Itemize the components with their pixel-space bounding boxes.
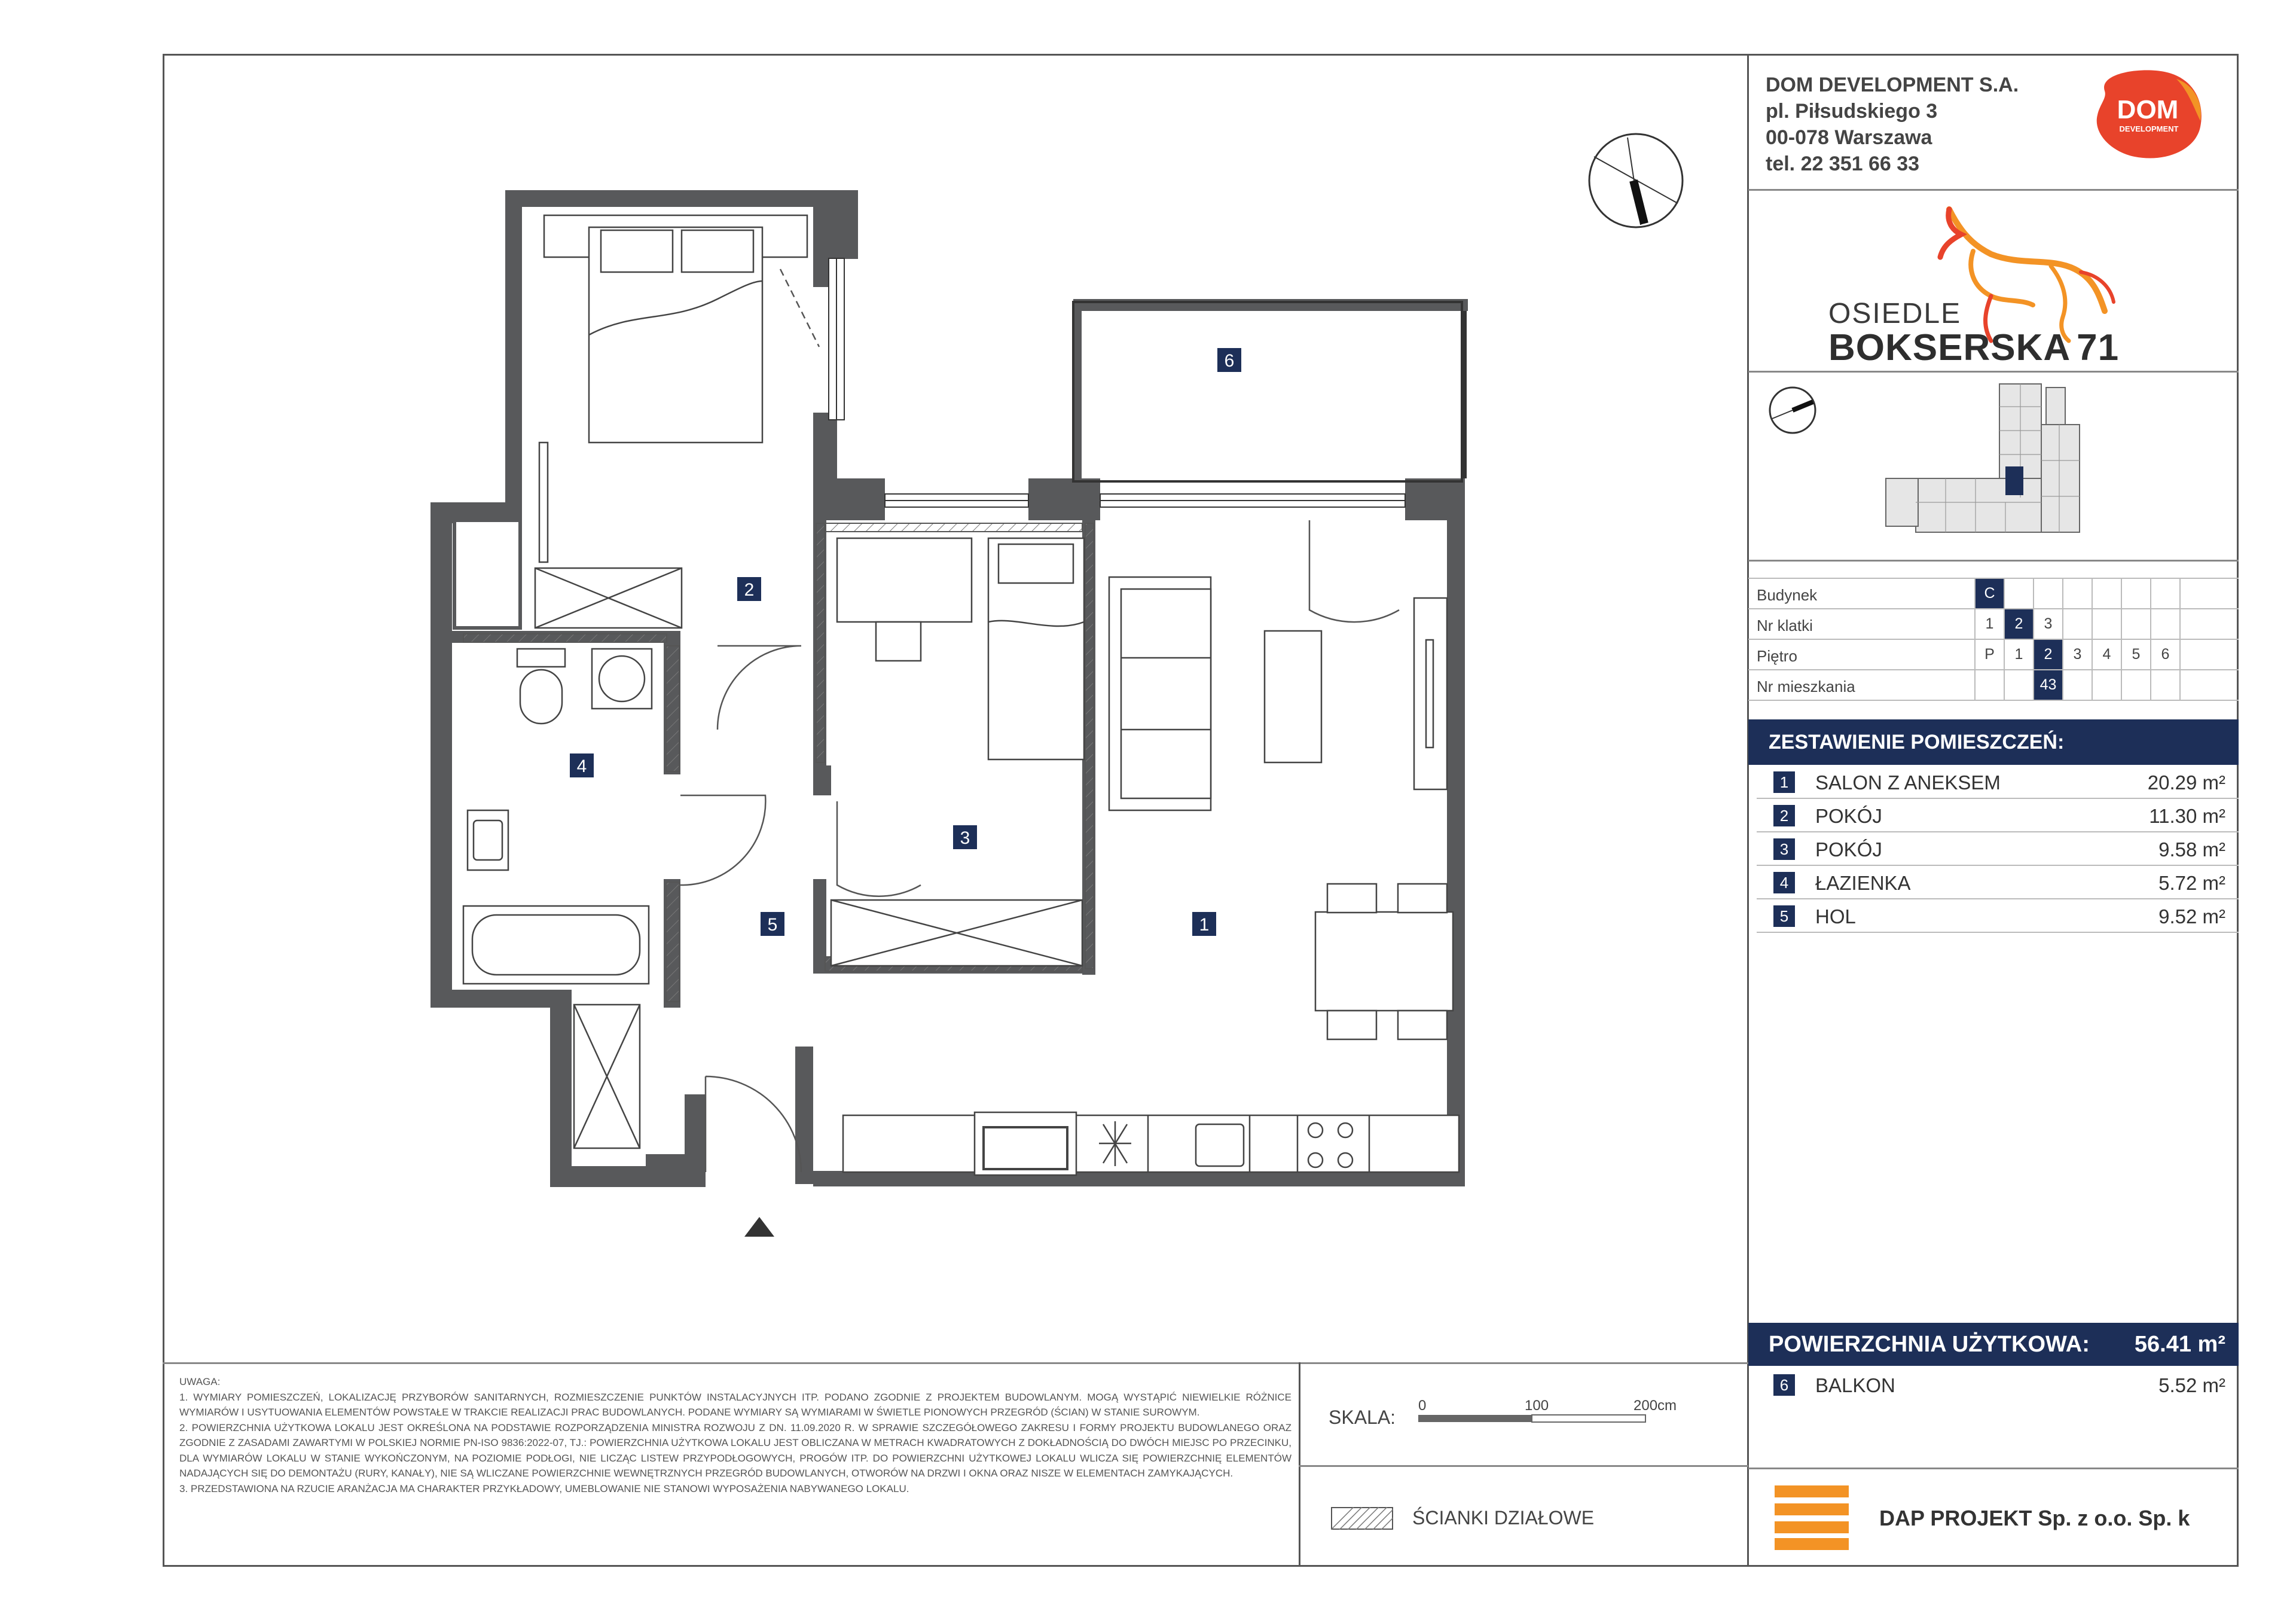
room-name: ŁAZIENKA [1815, 872, 1911, 894]
usable-area-bar [1748, 1323, 2239, 1366]
apartment-cells [1974, 670, 2209, 700]
room-area: 11.30 m² [2149, 805, 2225, 827]
plan-label-6: 6 [1224, 351, 1235, 371]
info-row-floor [1748, 640, 2239, 669]
room-row [1748, 832, 2239, 866]
partition-label: ŚCIANKI DZIAŁOWE [1412, 1507, 1595, 1529]
stairwell-cell [2092, 609, 2121, 639]
rule-scale-partition [1299, 1465, 1748, 1467]
stairwell-cell: 3 [2033, 609, 2062, 639]
room-number: 4 [1773, 872, 1795, 893]
note-1: 1. WYMIARY POMIESZCZEŃ, LOKALIZACJĘ PRZYBORÓW SANITARNYCH, ROZMIESZCZENIE PUNKTÓW INSTALACYJNYCH ITP. PODANO ZGODNIE Z PROJEKTEM BUDOWLANYM. MOGĄ WYSTĄPIĆ NIEWIELKIE RÓŻNICE WYMIARÓW I USYTUOWANIA ELEMENTÓW POWSTAŁE W TRAKCIE REALIZACJI PRAC BUDOWLANYCH. PODANE WYMIARY SĄ WYMIARAMI W ŚWIETLE PIONOWYCH PRZEGRÓD (ŚCIAN) W STANIE SUROWYM. [179, 1391, 1292, 1418]
notes-block [179, 1374, 1292, 1496]
company-street: pl. Piłsudskiego 3 [1766, 100, 1938, 123]
usable-area-label: POWIERZCHNIA UŻYTKOWA: [1769, 1332, 2090, 1357]
rule-company [1748, 189, 2239, 191]
info-row-building [1748, 579, 2239, 608]
floor-label: Piętro [1757, 647, 1797, 665]
company-phone: tel. 22 351 66 33 [1766, 152, 1920, 175]
rooms-header: ZESTAWIENIE POMIESZCZEŃ: [1748, 719, 2239, 765]
entrance-arrow-icon [744, 1217, 774, 1237]
building-cell [2121, 579, 2150, 608]
rule-keyplan [1748, 560, 2239, 562]
scale-bar [1411, 1393, 1698, 1429]
room-rule [1757, 932, 2239, 933]
apartment-cell [2004, 670, 2033, 700]
apartment-highlight [2005, 466, 2023, 495]
estate-name-line1: OSIEDLE [1828, 298, 1962, 330]
apartment-cell [2150, 670, 2179, 700]
building-outline [1886, 384, 2080, 532]
floor-plan [419, 179, 1531, 1256]
info-grid-bottom [1748, 700, 2239, 701]
room-area: 5.72 m² [2158, 872, 2225, 894]
room3-furniture [831, 538, 1084, 966]
scale-label: SKALA: [1329, 1407, 1396, 1428]
stairwell-cell [2121, 609, 2150, 639]
stairwell-cell: 1 [1974, 609, 2004, 639]
divider-notes-scale [1299, 1362, 1300, 1567]
apartment-cell [2179, 670, 2209, 700]
apartment-cell [2121, 670, 2150, 700]
living-furniture [843, 577, 1459, 1175]
room-number: 1 [1773, 771, 1795, 793]
info-row-apartment [1748, 670, 2239, 700]
partition-hatch-icon [1331, 1507, 1393, 1530]
building-key-plan [1748, 371, 2239, 560]
stairwell-label: Nr klatki [1757, 617, 1813, 634]
floor-cell: P [1974, 640, 2004, 669]
plan-label-4: 4 [576, 756, 587, 776]
estate-name-line2 [1828, 327, 2119, 369]
room-number: 2 [1773, 805, 1795, 826]
floor-cells [1974, 640, 2209, 669]
building-cell [2092, 579, 2121, 608]
estate-name: BOKSERSKA [1828, 327, 2071, 368]
stairwell-cell [2179, 609, 2209, 639]
building-cell [2033, 579, 2062, 608]
stairwell-cell: 2 [2004, 609, 2033, 639]
building-cell [2150, 579, 2179, 608]
note-3: 3. PRZEDSTAWIONA NA RZUCIE ARANŻACJA MA CHARAKTER PRZYKŁADOWY, UMEBLOWANIE NIE STANOWI WYPOSAŻENIA NABYWANEGO LOKALU. [179, 1482, 909, 1494]
building-label: Budynek [1757, 586, 1818, 604]
room-area: 9.58 m² [2158, 838, 2225, 861]
north-arrow-icon [1582, 133, 1690, 240]
balcony-row [1748, 1368, 2239, 1402]
room-number: 3 [1773, 838, 1795, 860]
room-number: 5 [1773, 905, 1795, 927]
plan-label-5: 5 [767, 915, 778, 935]
scale-tick-100: 100 [1525, 1398, 1549, 1414]
rule-balcony [1748, 1468, 2239, 1469]
dom-logo-text: DOM [2117, 95, 2179, 124]
floor-cell: 5 [2121, 640, 2150, 669]
balcony-name: BALKON [1815, 1374, 1895, 1396]
room-row [1748, 899, 2239, 933]
apartment-label: Nr mieszkania [1757, 678, 1855, 695]
floor-cell [2179, 640, 2209, 669]
notes-title: UWAGA: [179, 1376, 221, 1387]
room-name: POKÓJ [1815, 805, 1882, 827]
estate-number: 71 [2077, 327, 2120, 368]
room-row [1748, 866, 2239, 899]
room-row [1748, 765, 2239, 799]
balcony-number: 6 [1773, 1374, 1795, 1396]
dom-logo-subtext: DEVELOPMENT [2119, 124, 2179, 133]
building-cell [2179, 579, 2209, 608]
room-name: POKÓJ [1815, 838, 1882, 861]
stairwell-cell [2150, 609, 2179, 639]
floor-cell: 3 [2062, 640, 2092, 669]
floor-cell: 1 [2004, 640, 2033, 669]
floor-cell: 2 [2033, 640, 2062, 669]
scale-tick-200: 200cm [1634, 1398, 1677, 1414]
plan-label-3: 3 [960, 828, 970, 848]
building-cell: C [1974, 579, 2004, 608]
floor-cell: 6 [2150, 640, 2179, 669]
building-cell [2062, 579, 2092, 608]
apartment-cell [2062, 670, 2092, 700]
plan-label-1: 1 [1199, 915, 1210, 935]
floor-cell: 4 [2092, 640, 2121, 669]
balcony [1073, 302, 1465, 481]
room-row [1748, 799, 2239, 832]
building-cell [2004, 579, 2033, 608]
apartment-cell [1974, 670, 2004, 700]
room-area: 20.29 m² [2147, 771, 2225, 794]
north-arrow-small [1770, 388, 1815, 433]
stairwell-cell [2062, 609, 2092, 639]
room-name: SALON Z ANEKSEM [1815, 771, 2001, 794]
balcony-area: 5.52 m² [2158, 1374, 2225, 1396]
stairwell-cells [1974, 609, 2209, 639]
room-name: HOL [1815, 905, 1856, 928]
rule-notes-top [163, 1362, 1748, 1364]
company-city: 00-078 Warszawa [1766, 126, 1932, 149]
note-2: 2. POWIERZCHNIA UŻYTKOWA LOKALU JEST OKREŚLONA NA PODSTAWIE ROZPORZĄDZENIA MINISTRA ROZWOJU Z DN. 11.09.2020 R. W SPRAWIE SZCZEGÓŁOWEGO ZAKRESU I FORMY PROJEKTU BUDOWLANEGO ORAZ ZGODNIE Z ZASADAMI ZAWARTYMI W POLSKIEJ NORMIE PN-ISO 9836:2022-07, TJ.: POWIERZCHNIA UŻYTKOWA LOKALU JEST OBLICZANA W METRACH KWADRATOWYCH Z DOKŁADNOŚCIĄ DO DWÓCH MIEJSC PO PRZECINKU, DLA WYMIARÓW LOKALU W STANIE WYKOŃCZONYM, NA POZIOMIE PODŁOGI, NIE LICZĄC LISTEW PRZYPODŁOGOWYCH, PROGÓW ITP. DO POWIERZCHNI UŻYTKOWEJ LOKALU WLICZA SIĘ POWIERZCHNIĘ ELEMENTÓW NADAJĄCYCH SIĘ DO DEMONTAŻU (RURY, KANAŁY), NIE SĄ WLICZANE POWIERZCHNIE WEWNĘTRZNYCH PRZEGRÓD BUDOWLANYCH, OTWORÓW NA DRZWI I OKNA ORAZ NISZE W ELEMENTACH ZAMYKAJĄCYCH. [179, 1421, 1292, 1479]
apartment-cell: 43 [2033, 670, 2062, 700]
dom-development-logo [2093, 67, 2206, 163]
company-address [1766, 72, 2019, 177]
windows [829, 258, 1405, 507]
architect-name: DAP PROJEKT Sp. z o.o. Sp. k [1879, 1506, 2190, 1530]
building-cells [1974, 579, 2209, 608]
dap-projekt-logo [1775, 1485, 1849, 1550]
plan-label-2: 2 [744, 580, 755, 600]
usable-area-value: 56.41 m² [2134, 1332, 2225, 1357]
room-area: 9.52 m² [2158, 905, 2225, 928]
info-row-stairwell [1748, 609, 2239, 639]
scale-tick-0: 0 [1418, 1398, 1427, 1414]
company-name: DOM DEVELOPMENT S.A. [1766, 74, 2019, 96]
bedroom-furniture [535, 215, 807, 628]
apartment-cell [2092, 670, 2121, 700]
